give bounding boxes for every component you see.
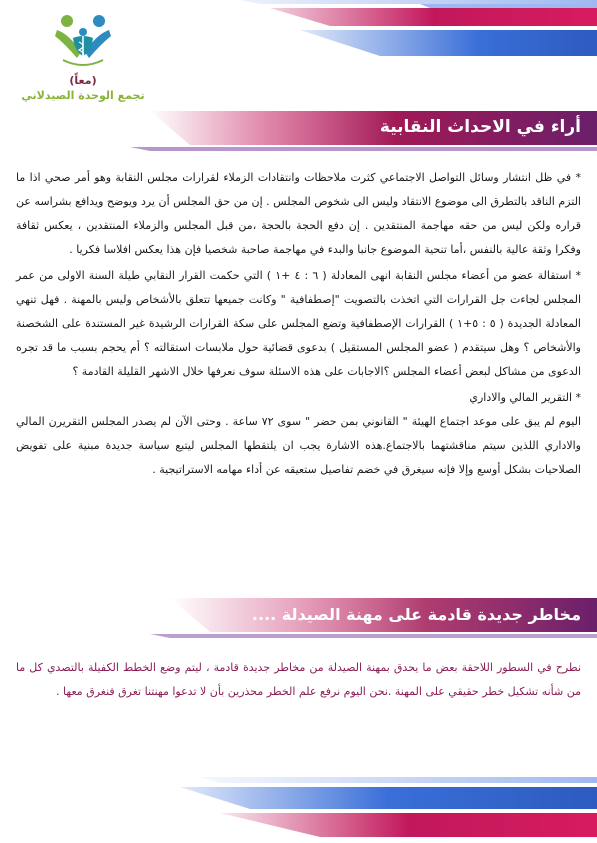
section2-paragraph: نطرح في السطور اللاحقة بعض ما يحدق بمهنة الصيدلة من مخاطر جديدة قادمة ، ليتم وضع الخطط الكفيلة بالتصدي كل ما من شأنه تشكيل خطر حقيقي على المهنة .نحن اليوم نرفع علم الخطر محذرين بأن لا تدعوا مهنتنا تغرق فنغرق معها . bbox=[16, 661, 581, 698]
logo-subtitle: تجمع الوحدة الصيدلاني bbox=[21, 89, 145, 102]
section2-article bbox=[16, 656, 581, 706]
section2-title: مخاطر جديدة قادمة على مهنة الصيدلة .... bbox=[251, 605, 581, 624]
section1-paragraph-2: * استقالة عضو من أعضاء مجلس النقابة انهى المعادلة ( ٦ : ٤ +١ ) التي حكمت القرار النقابي طيلة السنة الاولى من عمر المجلس لجاءت جل القرارات التي اتخذت بالتصويت "إصطفافية " وكانت جميعها تتعلق بالأشخاص وليس بالمهنة . فهل تنهي المعادلة الجديدة ( ٥ : ٥+١ ) القرارات الإصطفافية وتضع المجلس على سكة القرارات الرشيدة غير المستندة على الشخصنة والأشخاص ؟ وهل سيتقدم ( عضو المجلس المستقيل ) بدعوى قضائية حول ملابسات استقالته ؟ أم يحجم بسبب ما قد تجره الدعوى من مشاكل لبعض أعضاء المجلس ؟الاجابات على هذه الاسئلة سوف نعرفها خلال الاشهر القليلة القادمة ؟ bbox=[16, 269, 582, 378]
bottom-decoration bbox=[0, 775, 597, 843]
section1-article bbox=[16, 166, 581, 484]
section1-title: أراء في الاحداث النقابية bbox=[379, 117, 581, 137]
section1-subheading: * التقرير المالي والاداري bbox=[469, 391, 581, 404]
logo bbox=[20, 8, 146, 102]
logo-icon bbox=[51, 8, 115, 70]
section1-paragraph-1: * في ظل انتشار وسائل التواصل الاجتماعي كثرت ملاحظات وانتقادات الزملاء لقرارات مجلس النقابة وهو أمر صحي اذا ما التزم الناقد بالتطرق الى موضوع الانتقاد وليس الى شخوص المجلس . إن من حق المجلس أن يرد ويوضح ويدافع بشراسه عن قراره ولكن ليس من حقه مهاجمة المنتقدين . إن دفع الحجة بالحجة ،من قبل المجلس والزملاء المنتقدين ، يعكس ثقافة وفكرا وثقة عالية بالنفس ،أما تنحية الموضوع جانبا والبدء في مهاجمة صاحبة شخصيا فإن هذا يعكس افلاسا فكريا . bbox=[16, 171, 581, 256]
logo-name: (معاً) bbox=[69, 74, 97, 87]
section1-closing-paragraph: اليوم لم يبق على موعد اجتماع الهيئة " القانوني بمن حضر " سوى ٧٢ ساعة . وحتى الآن لم يصدر المجلس التقريرن المالي والاداري اللذين سيتم مناقشتهما بالاجتماع.هذه الاشارة يجب ان يلتقطها المجلس ليتبع سياسة جديدة مبنية على تفويض الصلاحيات بشكل أوسع وإلا فإنه سيغرق في خضم تفاصيل ستعيقه عن أداء مهامه الاستراتيجية . bbox=[16, 415, 581, 476]
